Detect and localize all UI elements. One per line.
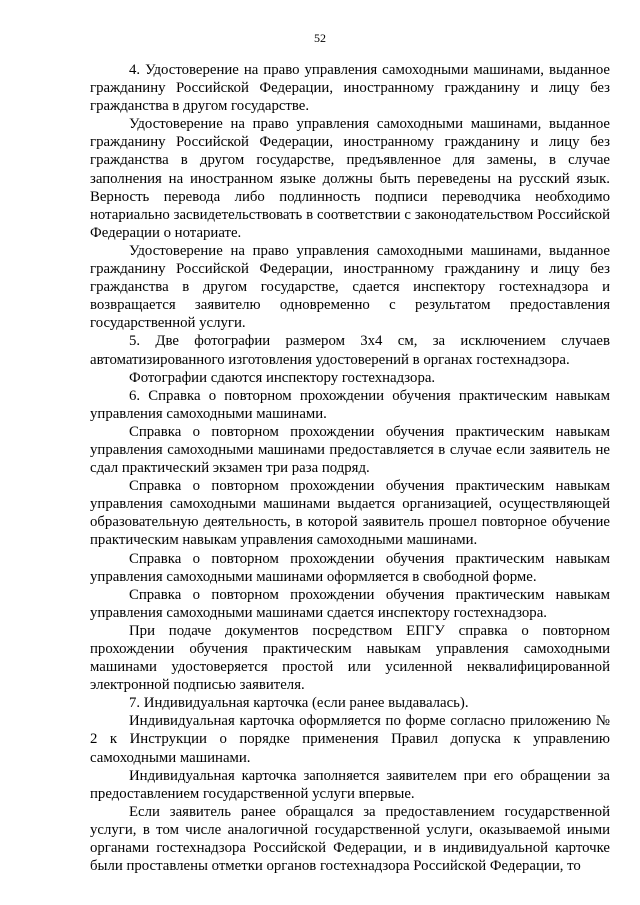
item-6-training-certificate: 6. Справка о повторном прохождении обучения практическим навыкам управления самоходными машинами. <box>90 387 610 422</box>
paragraph-photos-submitted: Фотографии сдаются инспектору гостехнадзора. <box>129 369 436 386</box>
paragraph-license-return: Удостоверение на право управления самоходными машинами, выданное гражданину Российской Федерации, иностранному гражданину и лицу без гражданства в другом государстве, сдается инспектору гостехнадзора и возвращается заявителю одновременно с результатом предоставления государственной услуги. <box>90 242 610 332</box>
paragraph-card-previous: Если заявитель ранее обращался за предоставлением государственной услуги, в том числе аналогичной государственной услуги, оказываемой иными органами гостехнадзора Российской Федерации, и в индивидуальной карточке были проставлены отметки органов гостехнадзора Российской Федерации, то <box>90 803 610 875</box>
paragraph-certificate-submitted: Справка о повторном прохождении обучения практическим навыкам управления самоходными машинами сдается инспектору гостехнадзора. <box>90 586 610 621</box>
paragraph-certificate-when: Справка о повторном прохождении обучения практическим навыкам управления самоходными машинами предоставляется в случае если заявитель не сдал практический экзамен три раза подряд. <box>90 423 610 477</box>
item-7-individual-card: 7. Индивидуальная карточка (если ранее выдавалась). <box>129 695 469 712</box>
page-number: 52 <box>314 31 326 45</box>
item-5-photos: 5. Две фотографии размером 3x4 см, за исключением случаев автоматизированного изготовления удостоверений в органах гостехнадзора. <box>90 333 610 368</box>
paragraph-card-filled: Индивидуальная карточка заполняется заявителем при его обращении за предоставлением государственной услуги впервые. <box>90 767 610 802</box>
item-4-driver-license: 4. Удостоверение на право управления самоходными машинами, выданное гражданину Российской Федерации, иностранному гражданину и лицу без гражданства в другом государстве. <box>90 62 610 115</box>
paragraph-card-form: Индивидуальная карточка оформляется по форме согласно приложению № 2 к Инструкции о порядке применения Правил допуска к управлению самоходными машинами. <box>90 713 610 766</box>
paragraph-certificate-issuer: Справка о повторном прохождении обучения практическим навыкам управления самоходными машинами выдается организацией, осуществляющей образовательную деятельность, в которой заявитель прошел повторное обучение практическим навыкам управления самоходными машинами. <box>90 478 610 549</box>
paragraph-certificate-epgu: При подаче документов посредством ЕПГУ справка о повторном прохождении обучения практическим навыкам управления самоходными машинами удостоверяется простой или усиленной неквалифицированной электронной подписью заявителя. <box>90 622 610 694</box>
document-body <box>90 61 610 875</box>
paragraph-certificate-form: Справка о повторном прохождении обучения практическим навыкам управления самоходными машинами оформляется в свободной форме. <box>90 550 610 585</box>
paragraph-license-translation: Удостоверение на право управления самоходными машинами, выданное гражданину Российской Федерации, иностранному гражданину и лицу без гражданства в другом государстве, предъявленное для замены, в случае заполнения на иностранном языке должны быть переведены на русский язык. Верность перевода либо подлинность подписи переводчика необходимо нотариально засвидетельствовать в соответствии с законодательством Российской Федерации о нотариате. <box>90 116 610 241</box>
